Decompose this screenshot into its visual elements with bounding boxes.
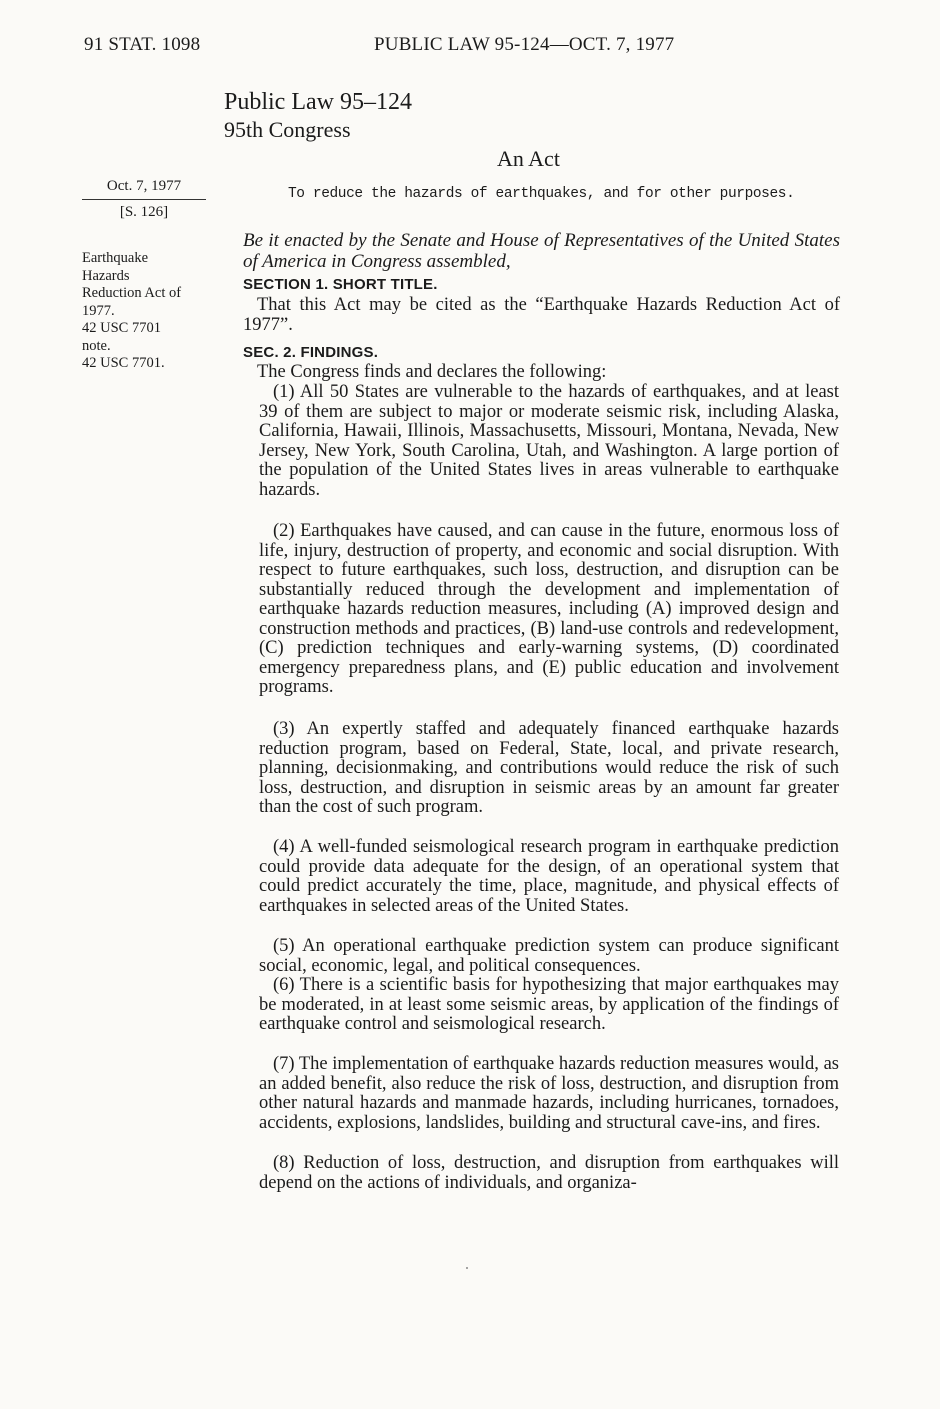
margin-note: Reduction Act of xyxy=(82,285,182,301)
section-1-text: That this Act may be cited as the “Earthquake Hazards Reduction Act of 1977”. xyxy=(243,295,840,335)
finding-3: (3) An expertly staffed and adequately financed earthquake hazards reduction program, based on Federal, State, local, and private research, planning, decisionmaking, and contributions would reduce the risk of such loss, destruction, and disruption in seismic areas by an amount far greater than the cost of such program. xyxy=(259,719,839,817)
finding-7: (7) The implementation of earthquake hazards reduction measures would, as an added benefit, also reduce the risk of loss, destruction, and disruption from other natural hazards and manmade hazards, including hurricanes, tornadoes, accidents, explosions, landslides, building and structural cave-ins, and fires. xyxy=(259,1054,839,1133)
public-law-number: Public Law 95–124 xyxy=(224,89,412,115)
finding-6: (6) There is a scientific basis for hypothesizing that major earthquakes may be moderated, in at least some seismic areas, by application of the findings of earthquake control and seismological research. xyxy=(259,975,839,1034)
enactment-date: Oct. 7, 1977 xyxy=(106,178,182,194)
margin-note: note. xyxy=(82,337,111,354)
act-heading: An Act xyxy=(497,146,560,171)
running-header: PUBLIC LAW 95-124—OCT. 7, 1977 xyxy=(374,34,675,55)
margin-note: Hazards xyxy=(82,267,130,284)
act-purpose: To reduce the hazards of earthquakes, and for other purposes. xyxy=(288,186,795,202)
finding-8: (8) Reduction of loss, destruction, and disruption from earthquakes will depend on the actions of individuals, and organiza- xyxy=(259,1153,839,1193)
congress-number: 95th Congress xyxy=(224,117,351,142)
margin-date-box xyxy=(82,176,206,223)
finding-5: (5) An operational earthquake prediction system can produce significant social, economic, legal, and political consequences. xyxy=(259,936,839,976)
section-1-heading: SECTION 1. SHORT TITLE. xyxy=(243,276,438,293)
margin-note: 42 USC 7701 xyxy=(82,320,161,336)
section-2-heading: SEC. 2. FINDINGS. xyxy=(243,344,379,361)
section-2-intro: The Congress finds and declares the following: xyxy=(257,362,607,382)
margin-note: Earthquake xyxy=(82,250,149,266)
bill-number: [S. 126] xyxy=(119,204,169,220)
margin-notes xyxy=(82,250,181,373)
margin-note: 42 USC 7701. xyxy=(82,355,165,371)
finding-2: (2) Earthquakes have caused, and can cause in the future, enormous loss of life, injury, destruction of property, and economic and social disruption. With respect to future earthquakes, such loss, destruction, and disruption can be substantially reduced through the development and implementation of earthquake hazards reduction measures, including (A) improved design and construction methods and practices, (B) land-use controls and redevelopment, (C) prediction techniques and early-warning systems, (D) coordinated emergency preparedness plans, and (E) public education and involvement programs. xyxy=(259,521,839,697)
title-block xyxy=(224,88,412,144)
date-divider xyxy=(82,199,206,200)
enacting-clause: Be it enacted by the Senate and House of Representatives of the United States of America in Congress assembled, xyxy=(243,230,840,272)
page-speck xyxy=(466,1267,468,1269)
page-stat-number: 91 STAT. 1098 xyxy=(84,34,201,55)
finding-1: (1) All 50 States are vulnerable to the hazards of earthquakes, and at least 39 of them are subject to major or moderate seismic risk, including Alaska, California, Hawaii, Illinois, Massachusetts, Missouri, Montana, Nevada, New Jersey, New York, South Carolina, Utah, and Washington. A large portion of the population of the United States lives in areas vulnerable to earthquake hazards. xyxy=(259,382,839,500)
margin-note: 1977. xyxy=(82,302,115,319)
finding-4: (4) A well-funded seismological research program in earthquake prediction could provide data adequate for the design, of an operational system that could predict accurately the time, place, magnitude, and physical effects of earthquakes in selected areas of the United States. xyxy=(259,837,839,916)
